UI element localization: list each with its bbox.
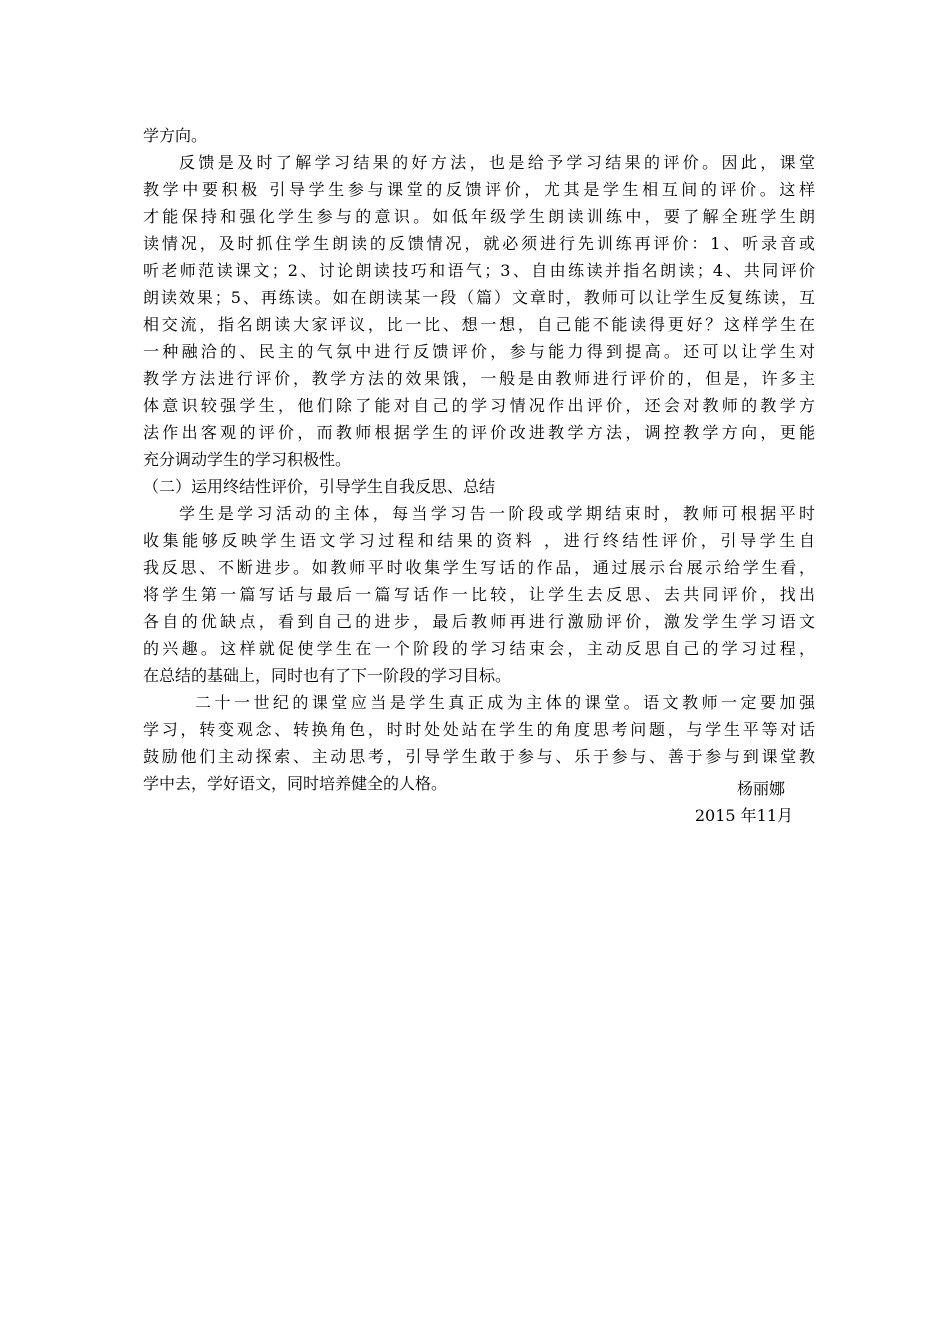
text-line: 教学方法进行评价，教学方法的效果饿，一般是由教师进行评价的，但是，许多主	[143, 369, 815, 388]
text-line: （二）运用终结性评价，引导学生自我反思、总结	[143, 477, 496, 496]
text-line: 反馈是及时了解学习结果的好方法，也是给予学习结果的评价。因此，课堂	[179, 153, 815, 172]
text-line: 教学中要积极 引导学生参与课堂的反馈评价，尤其是学生相互间的评价。这样	[143, 180, 815, 199]
text-line: 学方向。	[143, 126, 208, 145]
text-line: 法作出客观的评价，而教师根据学生的评价改进教学方法，调控教学方向，更能	[143, 423, 815, 442]
text-line: 听老师范读课文；2、讨论朗读技巧和语气；3、自由练读并指名朗读；4、共同评价	[143, 261, 815, 280]
author-name: 杨丽娜	[736, 779, 785, 798]
text-line: 充分调动学生的学习积极性。	[143, 450, 352, 469]
document-body	[143, 122, 815, 797]
text-line: 学中去，学好语文，同时培养健全的人格。	[143, 774, 448, 793]
text-line: 在总结的基础上，同时也有了下一阶段的学习目标。	[143, 666, 512, 685]
text-line: 一种融洽的、民主的气氛中进行反馈评价，参与能力得到提高。还可以让学生对	[143, 342, 815, 361]
signature-date: 2015 年11月	[694, 806, 793, 825]
text-line: 才能保持和强化学生参与的意识。如低年级学生朗读训练中，要了解全班学生朗	[143, 207, 815, 226]
text-line: 朗读效果；5、再练读。如在朗读某一段（篇）文章时，教师可以让学生反复练读，互	[143, 288, 815, 307]
text-line: 的兴趣。这样就促使学生在一个阶段的学习结束会，主动反思自己的学习过程，	[143, 639, 815, 658]
signature-block	[143, 775, 793, 829]
text-line: 学生是学习活动的主体，每当学习告一阶段或学期结束时，教师可根据平时	[179, 504, 815, 523]
paragraph-lines	[143, 122, 815, 797]
text-line: 相交流，指名朗读大家评议，比一比、想一想，自己能不能读得更好？这样学生在	[143, 315, 815, 334]
text-line: 读情况，及时抓住学生朗读的反馈情况，就必须进行先训练再评价：1、听录音或	[143, 234, 815, 253]
text-line: 将学生第一篇写话与最后一篇写话作一比较，让学生去反思、去共同评价，找出	[143, 585, 815, 604]
text-line: 鼓励他们主动探索、主动思考，引导学生敢于参与、乐于参与、善于参与到课堂教	[143, 747, 815, 766]
text-line: 体意识较强学生，他们除了能对自己的学习情况作出评价，还会对教师的教学方	[143, 396, 815, 415]
text-line: 我反思、不断进步。如教师平时收集学生写话的作品，通过展示台展示给学生看，	[143, 558, 815, 577]
text-line: 各自的优缺点，看到自己的进步，最后教师再进行激励评价，激发学生学习语文	[143, 612, 815, 631]
text-line: 学习，转变观念、转换角色，时时处处站在学生的角度思考问题，与学生平等对话	[143, 720, 815, 739]
text-line: 收集能够反映学生语文学习过程和结果的资料 ，进行终结性评价，引导学生自	[143, 531, 815, 550]
text-line: 二十一世纪的课堂应当是学生真正成为主体的课堂。语文教师一定要加强	[195, 693, 815, 712]
